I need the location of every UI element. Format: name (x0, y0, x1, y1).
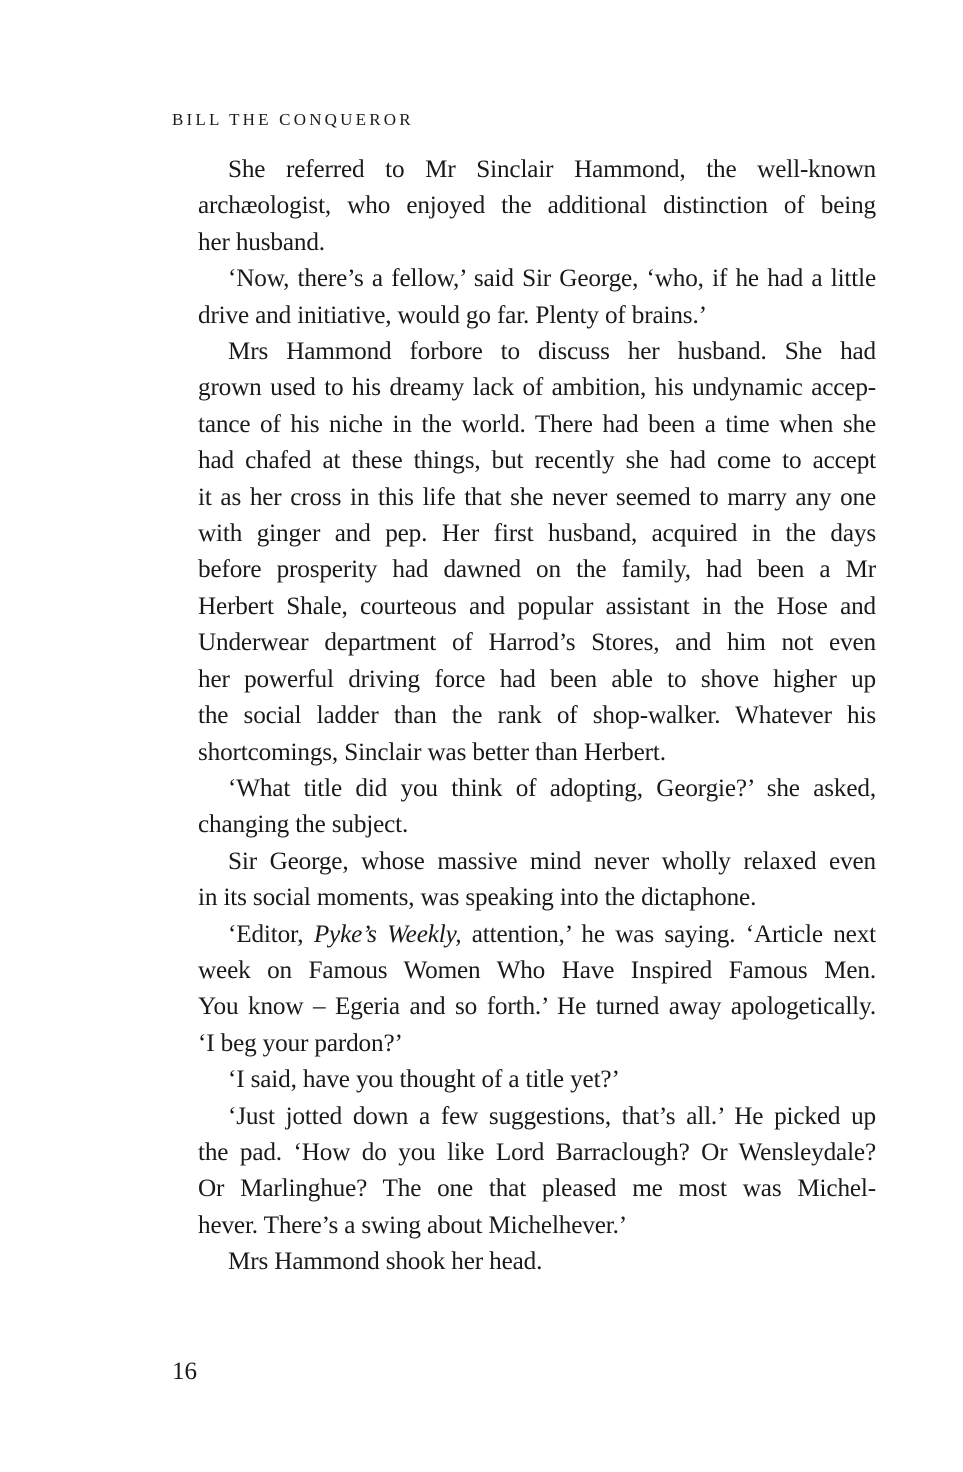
text-line: ‘Just jotted down a few suggestions, that’s all.’ He picked up (228, 1102, 876, 1130)
text-line: ‘I beg your pardon?’ (198, 1029, 403, 1057)
text-line: grown used to his dreamy lack of ambition, his undynamic accep- (198, 374, 876, 402)
text-line: ‘Now, there’s a fellow,’ said Sir George, ‘who, if he had a little (228, 265, 876, 293)
text-line: She referred to Mr Sinclair Hammond, the well-known (228, 156, 876, 183)
paragraph (170, 1099, 876, 1245)
text-line (170, 917, 876, 953)
paragraph (170, 1244, 876, 1280)
paragraph (170, 334, 876, 771)
text-line: You know – Egeria and so forth.’ He turned away apologetically. (198, 993, 876, 1021)
text-line: her powerful driving force had been able to shove higher up (198, 665, 876, 693)
paragraph (170, 917, 876, 1063)
text-line: drive and initiative, would go far. Plenty of brains.’ (198, 301, 707, 329)
text-line: changing the subject. (198, 811, 409, 839)
text-line: Sir George, whose massive mind never wholly relaxed even (228, 847, 876, 875)
text-line: week on Famous Women Who Have Inspired Famous Men. (198, 956, 876, 984)
text-line: Or Marlinghue? The one that pleased me most was Michel- (198, 1175, 876, 1203)
text-line: tance of his niche in the world. There had been a time when she (198, 410, 876, 438)
paragraph (170, 1062, 876, 1098)
text-line: her husband. (198, 228, 325, 256)
text-line: Mrs Hammond shook her head. (228, 1248, 543, 1276)
text-line: archæologist, who enjoyed the additional distinction of being (198, 192, 876, 220)
paragraph (170, 261, 876, 334)
page-number: 16 (172, 1358, 197, 1385)
text-line: hever. There’s a swing about Michelhever.’ (198, 1211, 627, 1239)
text-line: it as her cross in this life that she never seemed to marry any one (198, 483, 876, 511)
text-line: the social ladder than the rank of shop-walker. Whatever his (198, 702, 876, 730)
text-line: shortcomings, Sinclair was better than Herbert. (198, 738, 666, 766)
paragraph (170, 771, 876, 844)
text-line: with ginger and pep. Her first husband, acquired in the days (198, 520, 876, 548)
paragraph (170, 844, 876, 917)
text-line: had chafed at these things, but recently she had come to accept (198, 447, 876, 475)
text-segment: attention,’ he was saying. ‘Article next (461, 920, 876, 948)
text-line: Herbert Shale, courteous and popular assistant in the Hose and (198, 592, 876, 620)
body-text (170, 152, 876, 1281)
text-line: ‘I said, have you thought of a title yet?’ (228, 1066, 620, 1094)
text-line: in its social moments, was speaking into the dictaphone. (198, 884, 757, 912)
running-head: BILL THE CONQUEROR (172, 110, 414, 129)
text-line: the pad. ‘How do you like Lord Barraclough? Or Wensleydale? (198, 1138, 876, 1166)
publication-title: Pyke’s Weekly, (313, 920, 462, 948)
text-line: before prosperity had dawned on the family, had been a Mr (198, 556, 876, 584)
text-line: Underwear department of Harrod’s Stores, and him not even (198, 629, 876, 657)
paragraph (170, 152, 876, 261)
text-line: ‘What title did you think of adopting, Georgie?’ she asked, (228, 774, 876, 802)
text-segment: ‘Editor, (228, 920, 314, 948)
text-line: Mrs Hammond forbore to discuss her husband. She had (228, 338, 876, 366)
